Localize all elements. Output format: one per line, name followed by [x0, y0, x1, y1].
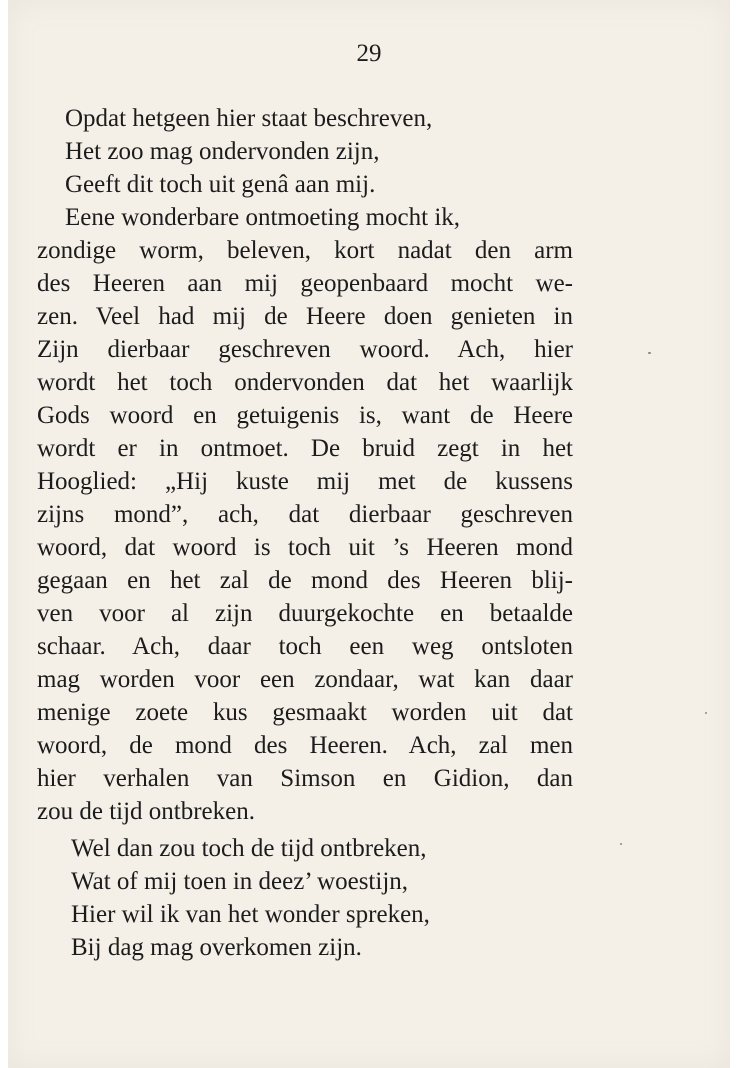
prose-line: gegaan en het zal de mond des Heeren blij- — [37, 567, 573, 594]
prose-line: Gods woord en getuigenis is, want de Heere — [37, 402, 573, 429]
prose-line: wordt er in ontmoet. De bruid zegt in het — [37, 435, 573, 462]
prose-line: Eene wonderbare ontmoeting mocht ik, — [65, 204, 461, 231]
prose-line: ven voor al zijn duurgekochte en betaalde — [37, 600, 573, 627]
prose-line: schaar. Ach, daar toch een weg ontsloten — [37, 633, 573, 660]
verse-2-line: Bij dag mag overkomen zijn. — [71, 934, 362, 961]
prose-line: menige zoete kus gesmaakt worden uit dat — [37, 699, 573, 726]
prose-line: zen. Veel had mij de Heere doen genieten in — [37, 303, 573, 330]
prose-line: Hooglied: „Hij kuste mij met de kussens — [37, 468, 573, 495]
prose-line: zijns mond”, ach, dat dierbaar geschreven — [37, 501, 573, 528]
prose-line: woord, dat woord is toch uit ’s Heeren mond — [37, 534, 573, 561]
prose-line: wordt het toch ondervonden dat het waarlijk — [37, 369, 573, 396]
verse-2-line: Hier wil ik van het wonder spreken, — [71, 901, 430, 928]
paper-speck — [648, 352, 651, 354]
paper-speck — [620, 843, 622, 845]
prose-line: Zijn dierbaar geschreven woord. Ach, hier — [37, 336, 573, 363]
prose-line: mag worden voor een zondaar, wat kan daar — [37, 666, 573, 693]
prose-line: zondige worm, beleven, kort nadat den arm — [37, 237, 573, 264]
paper-speck — [705, 712, 707, 714]
verse-1-line: Geeft dit toch uit genâ aan mij. — [65, 171, 376, 198]
prose-line: woord, de mond des Heeren. Ach, zal men — [37, 732, 573, 759]
verse-2-line: Wel dan zou toch de tijd ontbreken, — [71, 835, 427, 862]
prose-line: zou de tijd ontbreken. — [37, 798, 255, 825]
verse-1-line: Het zoo mag ondervonden zijn, — [65, 138, 380, 165]
book-page — [8, 0, 730, 1068]
page-number: 29 — [356, 40, 382, 67]
verse-1-line: Opdat hetgeen hier staat beschreven, — [65, 105, 433, 132]
prose-line: hier verhalen van Simson en Gidion, dan — [37, 765, 573, 792]
prose-line: des Heeren aan mij geopenbaard mocht we- — [37, 270, 573, 297]
verse-2-line: Wat of mij toen in deez’ woestijn, — [71, 868, 409, 895]
